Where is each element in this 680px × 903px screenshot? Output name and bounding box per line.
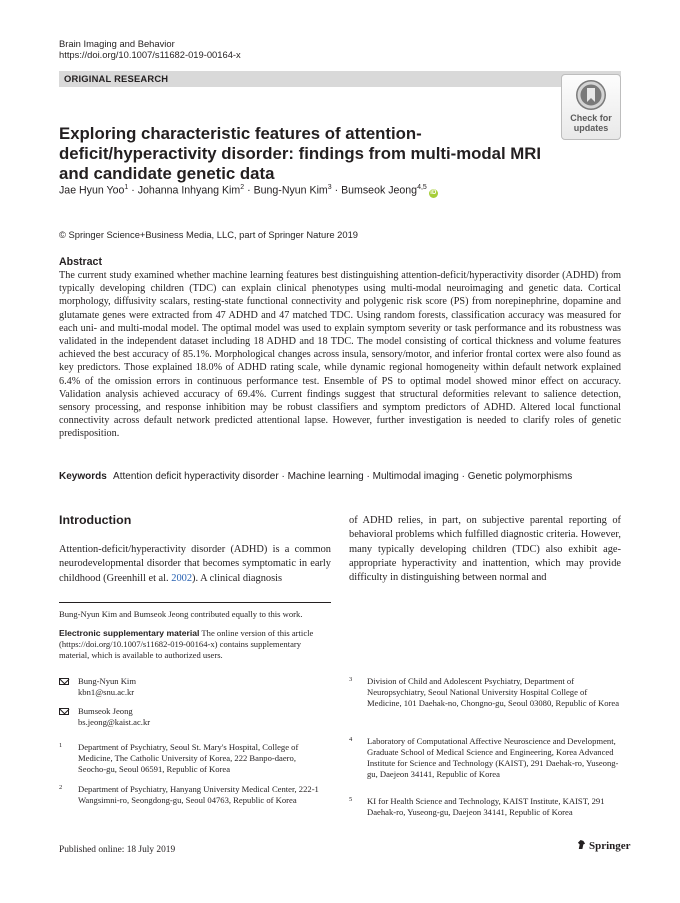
badge-text — [562, 113, 620, 133]
keyword[interactable]: Genetic polymorphisms — [467, 471, 573, 482]
author-affiliation: 4,5 — [417, 184, 427, 191]
affiliation-entry — [59, 742, 331, 778]
orcid-icon[interactable]: iD — [430, 189, 437, 196]
author-list — [59, 181, 438, 198]
keywords-label: Keywords — [59, 471, 107, 482]
footnote-rule — [59, 602, 331, 603]
correspondence-details — [78, 676, 136, 698]
abstract-heading: Abstract — [59, 256, 102, 268]
affiliation-number: 3 — [349, 676, 353, 683]
esm-label: Electronic supplementary material — [59, 628, 200, 638]
intro-text: ). A clinical diagnosis — [192, 572, 283, 584]
affiliation-entry — [349, 676, 621, 724]
introduction-text-left — [59, 543, 331, 586]
author-affiliation: 2 — [240, 184, 245, 191]
keyword[interactable]: Multimodal imaging — [372, 471, 459, 482]
correspondence-email[interactable]: bs.jeong@kaist.ac.kr — [78, 717, 151, 727]
publisher-logo — [577, 839, 631, 852]
introduction-heading: Introduction — [59, 513, 132, 527]
keyword[interactable]: Attention deficit hyperactivity disorder — [113, 471, 279, 482]
author-separator: · — [247, 184, 251, 197]
esm-link[interactable]: https://doi.org/10.1007/s11682-019-00164-x — [61, 639, 215, 649]
affiliation-text: Division of Child and Adolescent Psychiatry, Department of Neuropsychiatry, Seoul National University Hospital College of Medicine, 101 Daehak-no, Chongno-gu, Seoul 03080, Republic of Korea — [367, 676, 620, 708]
keyword[interactable]: Machine learning — [287, 471, 364, 482]
check-for-updates-badge[interactable] — [561, 74, 621, 140]
author-name[interactable]: Bumseok Jeong — [341, 184, 418, 197]
affiliation-entry — [349, 796, 621, 820]
correspondence-name: Bung-Nyun Kim — [78, 676, 137, 686]
section-label: ORIGINAL RESEARCH — [64, 73, 169, 84]
correspondence-entry — [59, 676, 331, 700]
badge-line-2: updates — [573, 123, 609, 133]
springer-horse-icon — [577, 839, 586, 850]
affiliation-text: Department of Psychiatry, Hanyang University Medical Center, 222-1 Wangsimni-ro, Seongdong-gu, Seoul 04763, Republic of Korea — [78, 784, 319, 805]
affiliation-number: 1 — [59, 742, 63, 749]
abstract-text: The current study examined whether machine learning features best distinguishing attention-deficit/hyperactivity disorder (ADHD) from typically developing children (TDC) can explain clinical phenotypes using multi-modal neuroimaging and genetic data. Cortical morphology, diffusivity scalars, resting-state functional connectivity and polygenic risk score (PS) from norepinephrine, dopamine and glutamate genes were extracted from 47 ADHD and 47 matched TDC. Using random forests, classification accuracy was measured for each uni- and multi-modal model. The optimal model was used to explain symptom severity or task performance and its robustness was validated in the independent dataset including 18 ADHD and 18 TDC. The model consisting of cortical thickness and volume features achieved the best accuracy of 85.1%. Morphological changes across insula, sensory/motor, and inferior frontal cortex were also found as key predictors. Those explained 18.0% of ADHD rating scale, while dynamic regional homogeneity within default network explained 6.4% of the omission errors in continuous performance test. Ensemble of PS to optimal model showed minor effect on accuracy. Validation analysis achieved accuracy of 69.4%. Current findings suggest that structural deformities relevant to salience detection, sensory processing, and response inhibition may be robust classifiers and symptom predictors of ADHD. Altered local functional connectivity across default network predicted attentional lapse. However, further investigation is needed to clarify roles of genetic predisposition. — [59, 270, 621, 440]
affiliation-text: Department of Psychiatry, Seoul St. Mary's Hospital, College of Medicine, The Catholic University of Korea, 222 Banpo-daero, Seocho-gu, Seoul 06591, Republic of Korea — [78, 742, 299, 774]
author-name[interactable]: Johanna Inhyang Kim — [137, 184, 241, 197]
affiliation-number: 2 — [59, 784, 63, 791]
affiliation-number: 5 — [349, 796, 353, 803]
citation-link[interactable]: 2002 — [171, 572, 193, 584]
introduction-text-right: of ADHD relies, in part, on subjective parental reporting of behavioral problems which fulfilled diagnostic criteria. However, many typically developing children (TDC) also exhibit age-appropriate hyperactivity and inattention, which may provide difficulty in distinguishing between normal and — [349, 515, 621, 584]
correspondence-entry — [59, 706, 331, 730]
author-affiliation: 3 — [327, 184, 332, 191]
journal-name: Brain Imaging and Behavior — [59, 38, 175, 49]
intro-text: Attention-deficit/hyperactivity disorder (ADHD) is a common neurodevelopmental disorder that becomes symptomatic in early childhood (Greenhill et al. — [59, 544, 331, 584]
author-affiliation: 1 — [124, 184, 129, 191]
affiliation-text: Laboratory of Computational Affective Neuroscience and Development, Graduate School of Medical Science and Engineering, Korea Advanced Institute for Science and Technology (KAIST), 291 Daehak-ro, Yuseong-gu, Daejeon 34141, Republic of Korea — [367, 736, 619, 779]
author-name[interactable]: Jae Hyun Yoo — [59, 184, 125, 197]
envelope-icon — [59, 708, 69, 715]
correspondence-details — [78, 706, 150, 728]
article-title: Exploring characteristic features of attention-deficit/hyperactivity disorder: findings from multi-modal MRI and candidate genetic data — [59, 124, 542, 183]
article-doi[interactable]: https://doi.org/10.1007/s11682-019-00164-x — [59, 49, 241, 60]
esm-text: The online version of this article ( — [59, 628, 314, 649]
correspondence-email[interactable]: kbn1@snu.ac.kr — [78, 687, 135, 697]
contribution-note: Bung-Nyun Kim and Bumseok Jeong contributed equally to this work. — [59, 609, 303, 619]
affiliation-text: KI for Health Science and Technology, KAIST Institute, KAIST, 291 Daehak-ro, Yuseong-gu, Daejeon 34141, Republic of Korea — [367, 796, 605, 817]
envelope-icon — [59, 678, 69, 685]
esm-text: ) contains supplementary material, which is available to authorized users. — [59, 639, 302, 660]
keyword-separator: · — [461, 471, 465, 482]
keywords — [59, 471, 621, 483]
published-date: Published online: 18 July 2019 — [59, 845, 176, 855]
supplementary-note — [59, 628, 331, 661]
affiliation-entry — [59, 784, 331, 820]
affiliation-entry — [349, 736, 621, 784]
keyword-separator: · — [281, 471, 285, 482]
correspondence-name: Bumseok Jeong — [78, 706, 133, 716]
author-separator: · — [131, 184, 135, 197]
bookmark-icon — [576, 80, 606, 110]
badge-line-1: Check for — [570, 113, 612, 123]
author-separator: · — [334, 184, 339, 197]
keyword-separator: · — [366, 471, 370, 482]
affiliation-number: 4 — [349, 736, 353, 743]
publisher-name: Springer — [589, 840, 631, 852]
copyright-notice: © Springer Science+Business Media, LLC, part of Springer Nature 2019 — [59, 229, 358, 240]
author-name[interactable]: Bung-Nyun Kim — [253, 184, 328, 197]
